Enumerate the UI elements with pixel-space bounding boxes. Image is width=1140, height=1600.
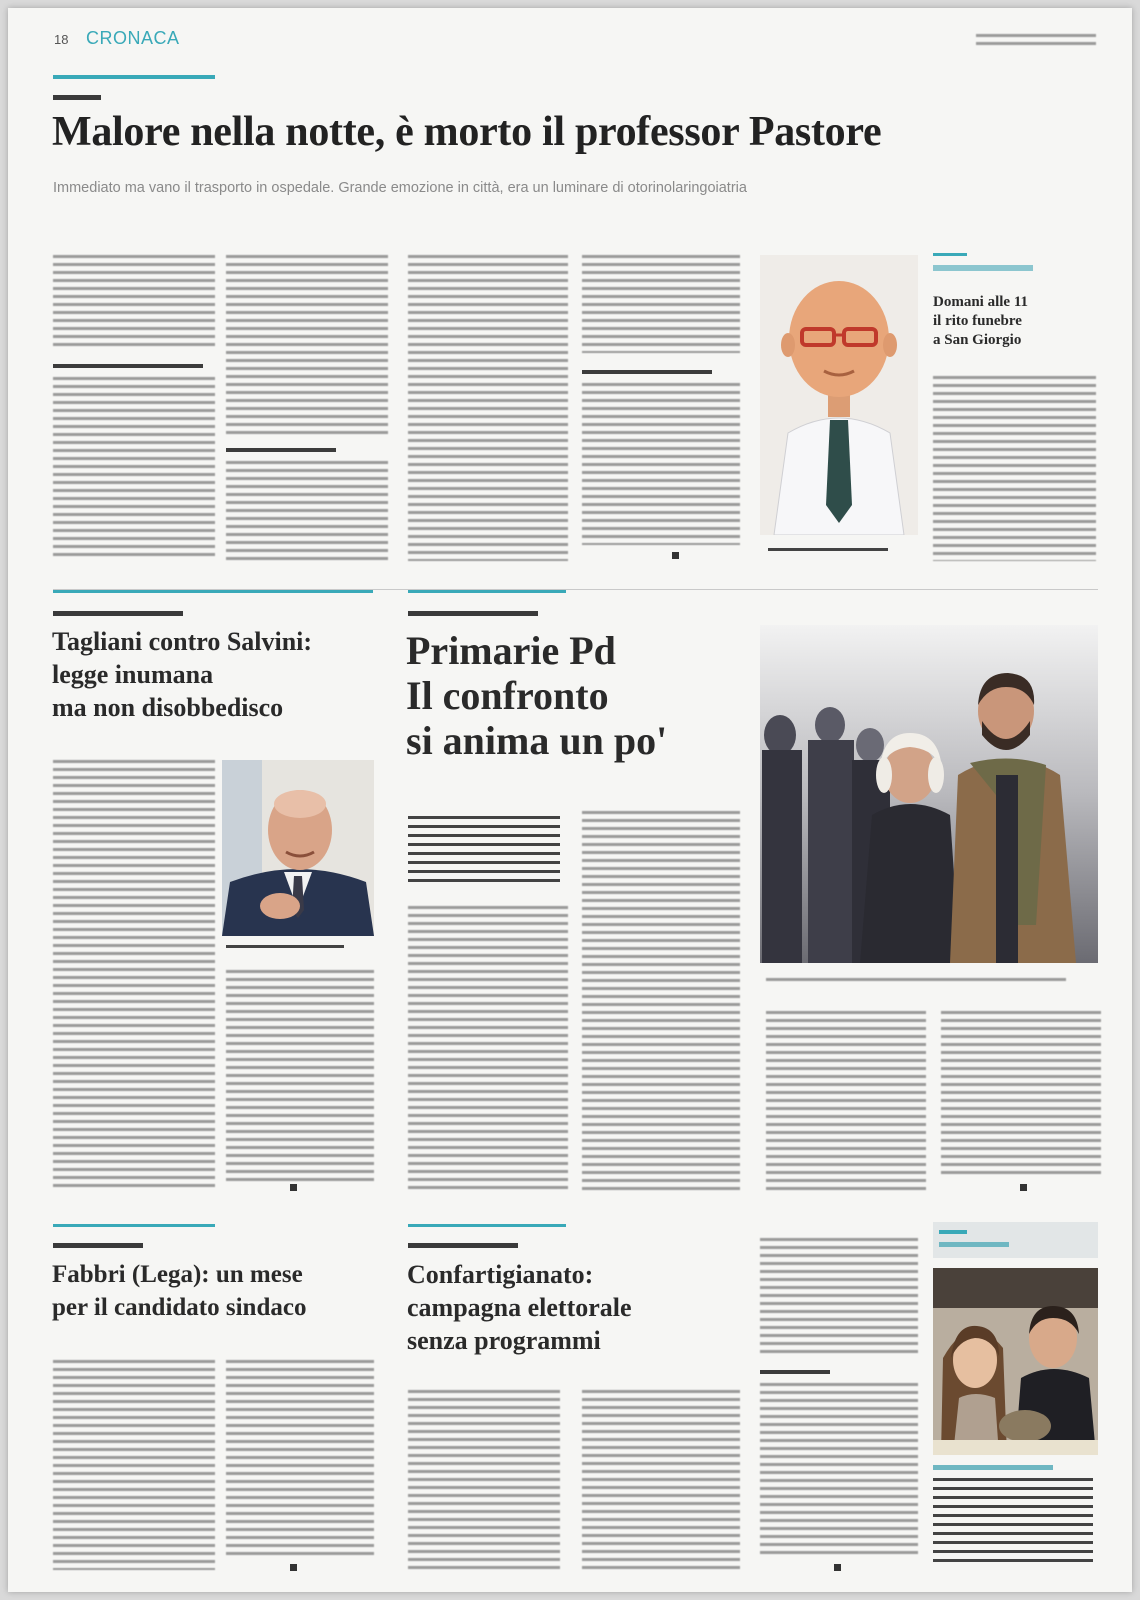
confartigianato-body-col2	[582, 1390, 740, 1570]
primarie-photo	[760, 625, 1098, 963]
primarie-image	[760, 625, 1098, 963]
end-mark	[672, 552, 679, 559]
lead-body-col4b	[582, 383, 740, 545]
fabbri-headline	[52, 1258, 306, 1324]
sidebar-headline-line: Domani alle 11	[933, 294, 1029, 310]
sidebar-body	[933, 376, 1096, 561]
people-image	[933, 1268, 1098, 1455]
sidebar-label	[933, 265, 1033, 271]
lead-kicker	[53, 95, 101, 100]
tagliani-headline-line: legge inumana	[52, 660, 214, 689]
confartigianato-body-col1	[408, 1390, 560, 1570]
lead-body-col2b	[226, 461, 388, 561]
sidebar-headline-line: il rito funebre	[933, 313, 1022, 329]
confartigianato-headline-line: senza programmi	[407, 1326, 601, 1355]
photo-box-label	[939, 1230, 967, 1234]
confartigianato-crosshead	[760, 1370, 830, 1374]
tagliani-body-col1	[53, 760, 215, 1190]
lead-body-col4a	[582, 255, 740, 353]
page-number: 18	[54, 32, 69, 47]
people-caption-label	[933, 1465, 1053, 1470]
tagliani-headline	[52, 625, 312, 724]
lead-body-col2a	[226, 255, 388, 437]
confartigianato-headline-line: Confartigianato:	[407, 1260, 594, 1289]
lead-body-col1a	[53, 255, 215, 351]
tagliani-headline-line: ma non disobbedisco	[52, 693, 284, 722]
primarie-headline	[406, 628, 667, 763]
primarie-caption	[766, 978, 1066, 983]
end-mark	[290, 1564, 297, 1571]
lead-crosshead	[582, 370, 712, 374]
fabbri-rule	[53, 1224, 215, 1227]
confartigianato-headline	[407, 1258, 632, 1357]
fabbri-body-col2	[226, 1360, 374, 1560]
newspaper-page	[8, 8, 1132, 1592]
confartigianato-kicker	[408, 1243, 518, 1248]
confartigianato-rule	[408, 1224, 566, 1227]
tagliani-rule	[53, 590, 373, 593]
primarie-headline-line: si anima un po'	[406, 718, 668, 763]
end-mark	[290, 1184, 297, 1191]
people-caption	[933, 1478, 1093, 1562]
primarie-body-col3	[766, 1011, 926, 1190]
confartigianato-body-col3b	[760, 1383, 918, 1558]
primarie-body-col1	[408, 906, 568, 1190]
sidebar-headline	[933, 293, 1098, 350]
fabbri-headline-line: Fabbri (Lega): un mese	[52, 1261, 303, 1288]
portrait-photo	[760, 255, 918, 535]
primarie-lead-paragraph	[408, 816, 560, 882]
fabbri-kicker	[53, 1243, 143, 1248]
tagliani-headline-line: Tagliani contro Salvini:	[52, 627, 313, 656]
tagliani-photo	[222, 760, 374, 936]
primarie-kicker	[408, 611, 538, 616]
section-label: CRONACA	[86, 28, 180, 48]
photo-box-label	[939, 1242, 1009, 1247]
tagliani-kicker	[53, 611, 183, 616]
fabbri-body-col1	[53, 1360, 215, 1570]
sidebar-headline-line: a San Giorgio	[933, 332, 1022, 348]
lead-body-col3	[408, 255, 568, 561]
tagliani-caption	[226, 945, 344, 951]
tagliani-body-col2	[226, 970, 374, 1184]
portrait-caption	[768, 548, 888, 554]
lead-headline: Malore nella notte, è morto il professor Pastore	[52, 109, 882, 155]
end-mark	[1020, 1184, 1027, 1191]
people-photo	[933, 1268, 1098, 1455]
primarie-headline-line: Primarie Pd	[406, 628, 616, 673]
primarie-headline-line: Il confronto	[406, 673, 609, 718]
primarie-rule	[408, 590, 566, 593]
photo-box-header	[933, 1222, 1098, 1258]
primarie-body-col4	[941, 1011, 1101, 1179]
lead-rule	[53, 75, 215, 79]
end-mark	[834, 1564, 841, 1571]
tie	[826, 420, 852, 523]
dog	[999, 1410, 1051, 1442]
tagliani-image	[222, 760, 374, 936]
confartigianato-headline-line: campagna elettorale	[407, 1293, 632, 1322]
lead-body-col1b	[53, 377, 215, 561]
sidebar-rule	[933, 253, 967, 256]
lead-subhead: Immediato ma vano il trasporto in ospedale. Grande emozione in città, era un luminare di otorinolaringoiatria	[53, 180, 747, 196]
confartigianato-body-col3a	[760, 1238, 918, 1358]
portrait-image	[760, 255, 918, 535]
primarie-body-col2	[582, 811, 740, 1190]
lead-crosshead	[53, 364, 203, 368]
lead-crosshead	[226, 448, 336, 452]
date-line	[976, 34, 1096, 45]
hand	[260, 893, 300, 919]
fabbri-headline-line: per il candidato sindaco	[52, 1294, 307, 1321]
